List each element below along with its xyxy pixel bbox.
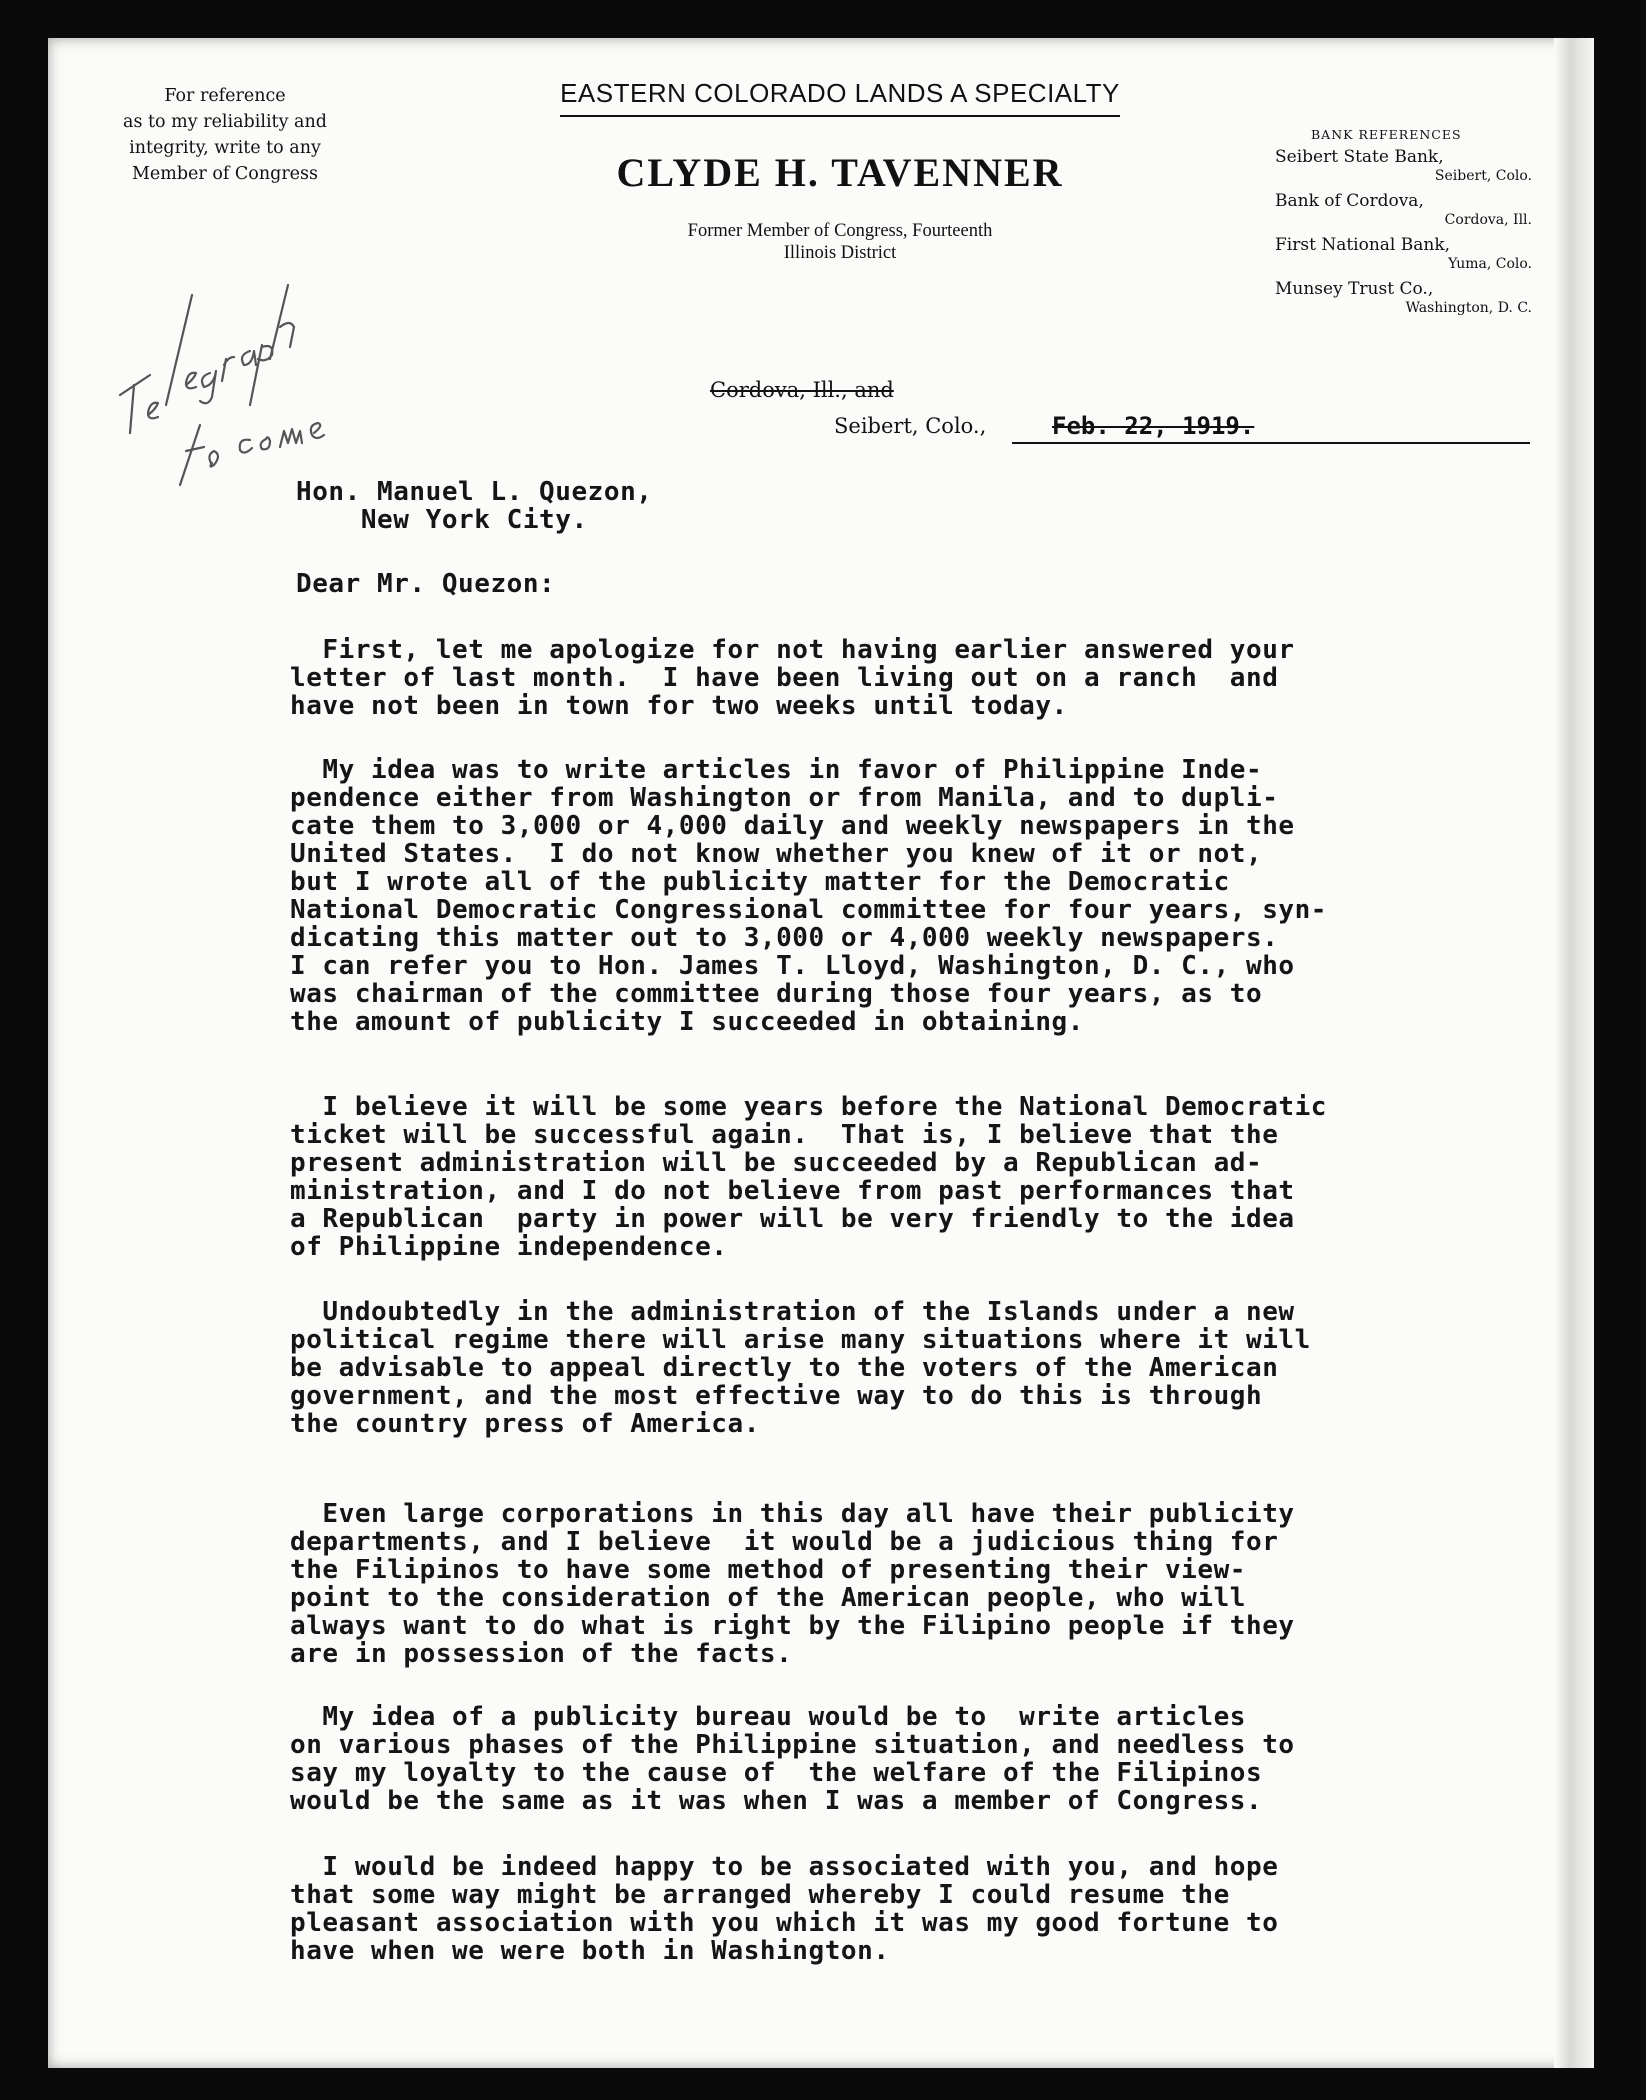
body-paragraph: I would be indeed happy to be associated with you, and hope that some way might be arranged whereby I could resume the pleasant association with you which it was my good fortune to have when we were both in Washington. xyxy=(290,1852,1279,1966)
bank-entry xyxy=(1275,234,1540,272)
body-paragraph: Undoubtedly in the administration of the Islands under a new political regime there will arise many situations where it will be advisable to appeal directly to the voters of the American government, and the most effective way to do this is through the country press of America. xyxy=(290,1297,1311,1439)
bank-name: Munsey Trust Co., xyxy=(1275,279,1434,299)
body-paragraph: First, let me apologize for not having earlier answered your letter of last month. I have been living out on a ranch and have not been in town for two weeks until today. xyxy=(290,635,1295,721)
bank-location: Seibert, Colo. xyxy=(1434,168,1532,184)
date-underline xyxy=(1012,442,1530,444)
handwritten-note xyxy=(100,255,360,495)
body-paragraph: I believe it will be some years before the National Democratic ticket will be successful again. That is, I believe that the present administration will be succeeded by a Republican ad- ministration, and I do not believe from past performances that a Republican party in power will be very friendly to the idea of Philippine independence. xyxy=(290,1092,1328,1262)
bank-location: Cordova, Ill. xyxy=(1444,212,1532,228)
paper-edge xyxy=(1554,38,1594,2068)
letterhead-slogan: EASTERN COLORADO LANDS A SPECIALTY xyxy=(560,78,1120,117)
bank-references-title: BANK REFERENCES xyxy=(1311,127,1462,142)
reference-note-line: Member of Congress xyxy=(131,164,318,184)
salutation: Dear Mr. Quezon: xyxy=(296,569,556,599)
body-paragraph: Even large corporations in this day all have their publicity departments, and I believe it would be a judicious thing for the Filipinos to have some method of presenting their view- point to the consideration of the American people, who will always want to do what is right by the Filipino people if they are in possession of the facts. xyxy=(290,1499,1295,1669)
bank-name: Bank of Cordova, xyxy=(1275,191,1424,211)
dateline-place: Seibert, Colo., xyxy=(834,414,987,438)
bank-entry xyxy=(1275,278,1540,316)
bank-location: Yuma, Colo. xyxy=(1448,256,1532,272)
recipient-line: Hon. Manuel L. Quezon, xyxy=(296,477,653,507)
bank-entry xyxy=(1275,190,1540,228)
bank-name: Seibert State Bank, xyxy=(1275,147,1444,167)
bank-entry xyxy=(1275,146,1540,184)
body-paragraph: My idea of a publicity bureau would be to write articles on various phases of the Philippine situation, and needless to say my loyalty to the cause of the welfare of the Filipinos would be the same as it was when I was a member of Congress. xyxy=(290,1702,1295,1816)
letterhead-subtitle-line: Former Member of Congress, Fourteenth xyxy=(687,221,993,241)
letter-date: Feb. 22, 1919. xyxy=(1052,412,1255,440)
bank-name: First National Bank, xyxy=(1275,235,1451,255)
bank-location: Washington, D. C. xyxy=(1405,300,1532,316)
reference-note-line: For reference xyxy=(164,86,286,106)
recipient-line: New York City. xyxy=(296,505,588,535)
recipient-address xyxy=(296,478,652,534)
letterhead-subtitle xyxy=(480,220,1200,264)
bank-references xyxy=(1275,127,1540,322)
body-paragraph: My idea was to write articles in favor of Philippine Inde- pendence either from Washington or from Manila, and to dupli- cate them to 3,000 or 4,000 daily and weekly newspapers in the United States. I do not know whether you knew of it or not, but I wrote all of the publicity matter for the Democratic National Democratic Congressional committee for four years, syn- dicating this matter out to 3,000 or 4,000 weekly newspapers. I can refer you to Hon. James T. Lloyd, Washington, D. C., who was chairman of the committee during those four years, as to the amount of publicity I succeeded in obtaining. xyxy=(290,755,1328,1037)
struck-place: Cordova, Ill., and xyxy=(710,378,894,402)
reference-note xyxy=(115,83,335,187)
reference-note-line: as to my reliability and xyxy=(123,112,327,132)
letterhead-center xyxy=(480,78,1200,264)
letterhead-subtitle-line: Illinois District xyxy=(783,243,897,263)
letterhead-name: CLYDE H. TAVENNER xyxy=(616,150,1064,195)
reference-note-line: integrity, write to any xyxy=(129,138,321,158)
